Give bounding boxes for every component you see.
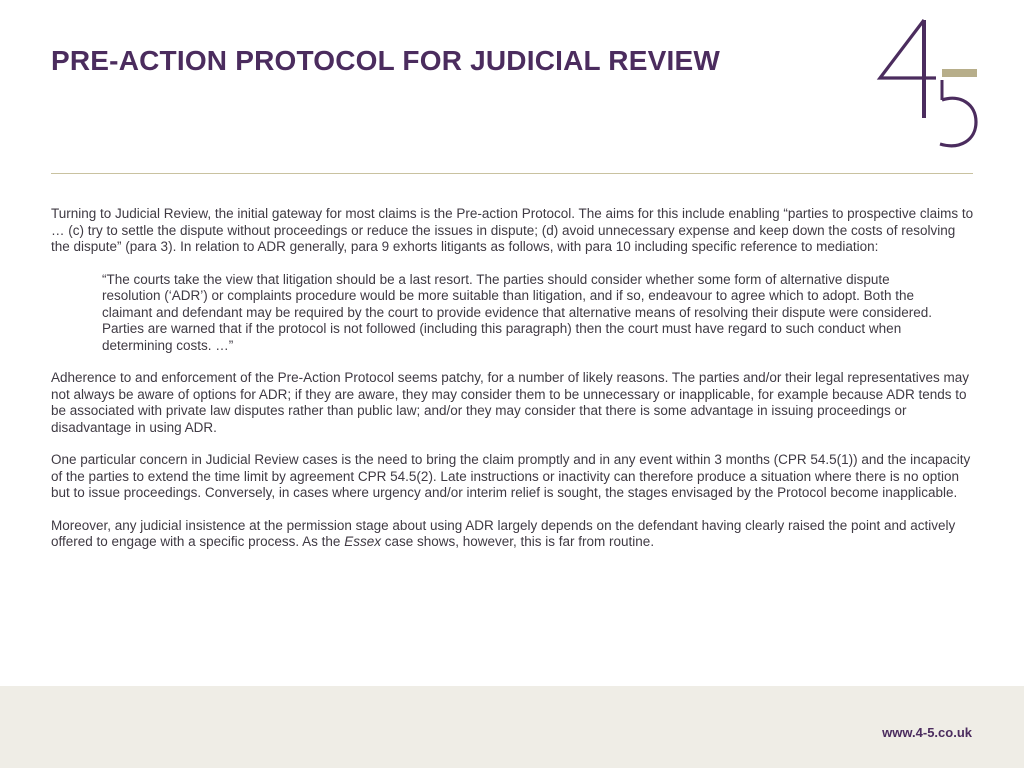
paragraph-adherence: Adherence to and enforcement of the Pre-Action Protocol seems patchy, for a number of likely reasons. The parties and/or their legal representatives may not always be aware of options for ADR; if they are aware, they may consider them to be unnecessary or inapplicable, for example because ADR tends to be associated with private law disputes rather than public law; and/or they may consider that there is some advantage in issuing proceedings or disadvantage in using ADR. xyxy=(51,370,969,435)
45-logo-icon xyxy=(876,18,980,150)
paragraph-permission-stage xyxy=(51,518,976,551)
footer-band xyxy=(0,686,1024,768)
paragraph-time-limit: One particular concern in Judicial Review cases is the need to bring the claim promptly and in any event within 3 months (CPR 54.5(1)) and the incapacity of the parties to extend the time limit by agreement CPR 54.5(2). Late instructions or inactivity can therefore produce a situation where there is no option but to issue proceedings. Conversely, in cases where urgency and/or interim relief is sought, the stages envisaged by the Protocol become inapplicable. xyxy=(51,452,971,500)
case-name-essex: Essex xyxy=(344,534,381,549)
protocol-quote: “The courts take the view that litigation should be a last resort. The parties should consider whether some form of alternative dispute resolution (‘ADR’) or complaints procedure would be more suitable than litigation, and if so, endeavour to agree which to adopt. Both the claimant and defendant may be required by the court to provide evidence that alternative means of resolving their dispute were considered. Parties are warned that if the protocol is not followed (including this paragraph) then the court must have regard to such conduct when determining costs. …” xyxy=(102,271,932,353)
paragraph-permission-stage-part1: Moreover, any judicial insistence at the permission stage about using ADR largely depends on the defendant having clearly raised the point and actively offered to engage with a specific process. As the xyxy=(51,517,956,549)
slide-body xyxy=(51,206,976,567)
website-link[interactable]: www.4-5.co.uk xyxy=(882,725,972,740)
slide-title: PRE-ACTION PROTOCOL FOR JUDICIAL REVIEW xyxy=(51,45,720,76)
paragraph-permission-stage-part2: case shows, however, this is far from routine. xyxy=(380,534,655,549)
paragraph-intro: Turning to Judicial Review, the initial gateway for most claims is the Pre-action Protocol. The aims for this include enabling “parties to prospective claims to … (c) try to settle the dispute without proceedings or reduce the issues in dispute; (d) avoid unnecessary expense and keep down the costs of resolving the dispute” (para 3). In relation to ADR generally, para 9 exhorts litigants as follows, with para 10 including specific reference to mediation: xyxy=(51,206,974,254)
header-divider xyxy=(51,173,973,174)
